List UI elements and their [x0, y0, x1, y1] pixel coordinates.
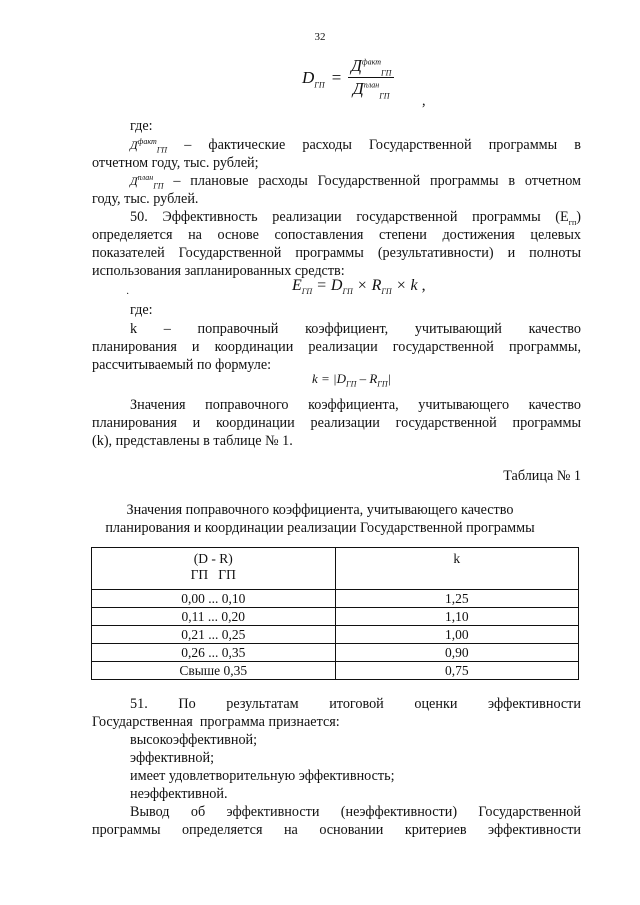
table-cell-range: Свыше 0,35 [92, 662, 336, 680]
page-number: 32 [314, 31, 326, 43]
p50-line-4: использования запланированных средств: [92, 263, 345, 279]
formula-d-numerator: $Д^{факт}_{ГП}$ [348, 56, 394, 78]
def-fact-line-1: $Д^{факт}_{ГП}$ – фактические расходы Государственной программы в [130, 137, 582, 155]
table-row [92, 626, 579, 644]
formula-d-denominator: $Д^{план}_{ГП}$ [352, 79, 390, 101]
table-row [92, 608, 579, 626]
table-row [92, 590, 579, 608]
def-k-symbol: k [130, 321, 138, 337]
p-last-line-2: программы определяется на основании критериев эффективности [92, 822, 581, 838]
formula-d [302, 56, 394, 99]
formula-e: $E_{ГП} = D_{ГП} \times R_{ГП} \times k$ , [292, 277, 426, 297]
p-values-line-1: Значения поправочного коэффициента, учитывающего качество [130, 397, 581, 413]
coefficient-table [91, 547, 579, 680]
formula-k: $k = |D_{ГП} - R_{ГП}|$ [312, 371, 392, 389]
list-item: имеет удовлетворительную эффективность; [130, 768, 395, 784]
table-cell-range: 0,11 ... 0,20 [92, 608, 336, 626]
p-last-line-1: Вывод об эффективности (неэффективности) Государственной [130, 804, 581, 820]
header-range: (D - R) ГП ГП [92, 548, 336, 590]
where-label-2: где: [130, 302, 153, 318]
p50-line-1: 50. Эффективность реализации государственной программы $(Е_{гп})$ [130, 209, 581, 227]
formula-d-lhs: $D_{ГП}$ [302, 67, 325, 89]
table-cell-k: 0,90 [335, 644, 579, 662]
p51-line-1: 51. По результатам итоговой оценки эффективности [130, 696, 581, 712]
table-label: Таблица № 1 [503, 468, 581, 484]
p50-line-2: определяется на основе сопоставления степени достижения целевых [92, 227, 581, 243]
table-cell-range: 0,26 ... 0,35 [92, 644, 336, 662]
formula-d-comma: , [422, 93, 426, 109]
def-plan-line-1: $Д^{план}_{ГП}$ – плановые расходы Государственной программы в отчетном [130, 173, 581, 191]
table-header-row [92, 548, 579, 590]
def-plan-line-2: году, тыс. рублей. [92, 191, 199, 207]
stray-mark: · [126, 289, 130, 300]
p-values-line-3: (k), представлены в таблице № 1. [92, 433, 293, 449]
list-item: эффективной; [130, 750, 215, 766]
p51-line-2: Государственная программа признается: [92, 714, 340, 730]
table-title-line-1: Значения поправочного коэффициента, учитывающего качество [126, 502, 514, 518]
formula-d-fraction [348, 56, 394, 99]
table-row [92, 662, 579, 680]
table-cell-k: 0,75 [335, 662, 579, 680]
p-values-line-2: планирования и координации реализации государственной программы [92, 415, 581, 431]
list-item: высокоэффективной; [130, 732, 258, 748]
table-row [92, 644, 579, 662]
where-label-1: где: [130, 118, 153, 134]
def-k-line-1: k – поправочный коэффициент, учитывающий качество [130, 321, 581, 337]
table-cell-range: 0,00 ... 0,10 [92, 590, 336, 608]
def-fact-symbol: $Д^{факт}_{ГП}$ [130, 137, 168, 155]
def-fact-line-2: отчетном году, тыс. рублей; [92, 155, 259, 171]
def-k-line-3: рассчитываемый по формуле: [92, 357, 272, 373]
table-cell-k: 1,10 [335, 608, 579, 626]
list-item: неэффективной. [130, 786, 228, 802]
def-plan-symbol: $Д^{план}_{ГП}$ [130, 173, 164, 191]
table-cell-range: 0,21 ... 0,25 [92, 626, 336, 644]
table-cell-k: 1,00 [335, 626, 579, 644]
header-k: k [335, 548, 579, 590]
p50-line-3: показателей Государственной программы (результативности) и полноты [92, 245, 581, 261]
table-title-line-2: планирования и координации реализации Государственной программы [105, 520, 535, 536]
table-cell-k: 1,25 [335, 590, 579, 608]
formula-d-eq: = [330, 67, 343, 87]
def-k-line-2: планирования и координации реализации государственной программы, [92, 339, 581, 355]
